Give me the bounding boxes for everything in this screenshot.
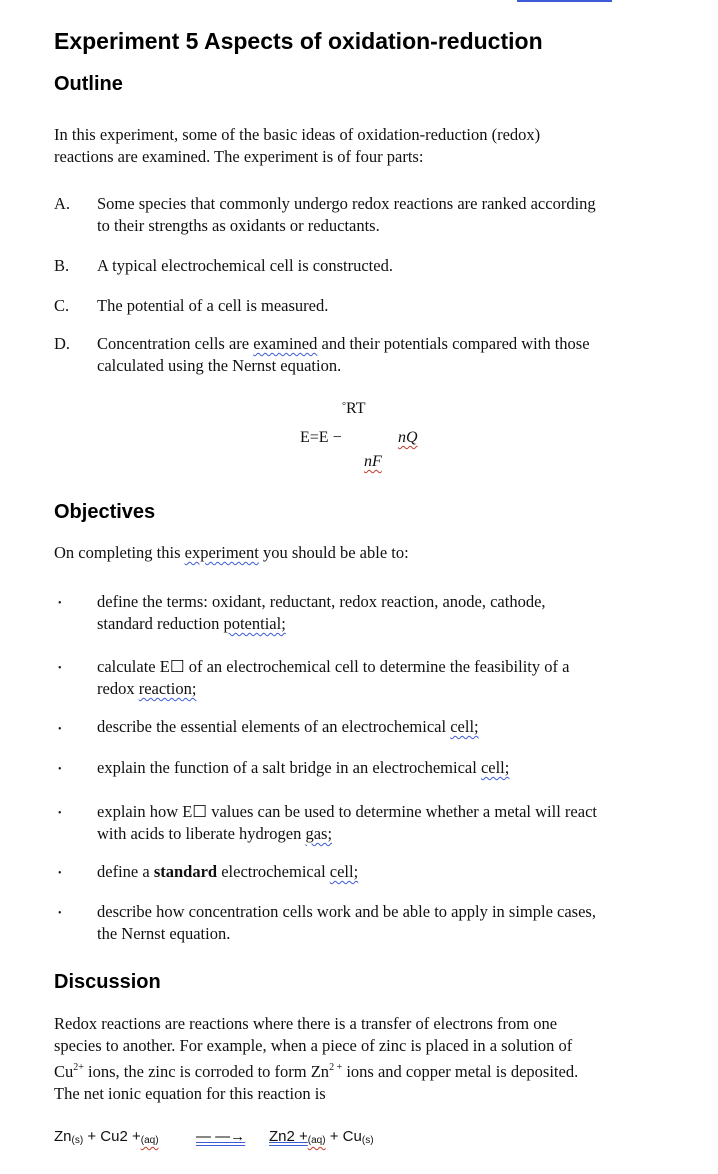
part-c-text: The potential of a cell is measured. (97, 296, 329, 315)
bullet-icon: • (58, 764, 62, 775)
spellcheck-word: examined (253, 334, 318, 353)
outline-intro-line2: reactions are examined. The experiment is of four parts: (54, 147, 424, 166)
equation-lhs: E=E − (300, 429, 342, 446)
part-a-line1: Some species that commonly undergo redox reactions are ranked according (97, 194, 596, 213)
objective-7 (97, 901, 596, 945)
part-a-letter: A. (54, 194, 71, 213)
outline-intro-line1: In this experiment, some of the basic ideas of oxidation-reduction (redox) (54, 125, 541, 144)
objective-2 (97, 656, 569, 700)
objective-1-line2: standard reduction potential; (97, 614, 286, 633)
bullet-icon: • (58, 724, 62, 735)
discussion-paragraph (54, 1013, 578, 1105)
part-b-text: A typical electrochemical cell is constructed. (97, 256, 393, 275)
part-d-line2: calculated using the Nernst equation. (97, 356, 342, 375)
outline-heading: Outline (54, 73, 123, 95)
part-d-line1: Concentration cells are examined and their potentials compared with those (97, 334, 590, 353)
objective-1-line1: define the terms: oxidant, reductant, redox reaction, anode, cathode, (97, 592, 546, 611)
objective-5-line1: explain how E☐ values can be used to determine whether a metal will react (97, 802, 597, 821)
reaction-right: $Zn2 +_{(aq)} + Cu_{(s)}$ (269, 1128, 374, 1146)
part-c-letter: C. (54, 296, 70, 315)
bullet-icon: • (58, 868, 62, 879)
part-d-letter: D. (54, 334, 71, 353)
outline-intro (54, 124, 540, 168)
equation-nq: nQ (398, 429, 418, 446)
discussion-line2: species to another. For example, when a piece of zinc is placed in a solution of (54, 1036, 573, 1055)
part-b-letter: B. (54, 256, 70, 275)
objectives-heading: Objectives (54, 501, 156, 523)
objectives-intro: On completing this experiment you should be able to: (54, 543, 409, 562)
objective-3: describe the essential elements of an electrochemical cell; (97, 717, 479, 736)
equation-nf: nF (364, 453, 382, 470)
objective-5 (97, 801, 597, 845)
page-title: Experiment 5 Aspects of oxidation-reduction (54, 28, 543, 54)
objective-7-line2: the Nernst equation. (97, 924, 231, 943)
discussion-line3: $Cu^{2+}$ ions, the zinc is corroded to form $Zn^{2 +}$ ions and copper metal is deposited. (54, 1062, 579, 1081)
objective-6: define a standard electrochemical cell; (97, 862, 359, 881)
part-d-text (97, 333, 590, 377)
discussion-heading: Discussion (54, 971, 161, 993)
discussion-line1: Redox reactions are reactions where there is a transfer of electrons from one (54, 1014, 558, 1033)
bullet-icon: • (58, 663, 62, 674)
spellcheck-word: experiment (184, 543, 259, 562)
objective-2-line2: redox reaction; (97, 679, 197, 698)
equation-rt: °RT (342, 400, 366, 417)
top-rule-fragment (517, 0, 612, 2)
objective-4: explain the function of a salt bridge in an electrochemical cell; (97, 758, 510, 777)
reaction-arrow: — —→ (196, 1128, 246, 1145)
part-a-line2: to their strengths as oxidants or reductants. (97, 216, 380, 235)
discussion-line4: The net ionic equation for this reaction is (54, 1084, 326, 1103)
objective-5-line2: with acids to liberate hydrogen gas; (97, 824, 333, 843)
reaction-left: $Zn_{(s)} + Cu2 +_{(aq)}$ (54, 1128, 159, 1146)
objective-1 (97, 591, 546, 635)
objective-7-line1: describe how concentration cells work and be able to apply in simple cases, (97, 902, 596, 921)
part-a-text (97, 193, 596, 237)
bullet-icon: • (58, 808, 62, 819)
objective-2-line1: calculate E☐ of an electrochemical cell to determine the feasibility of a (97, 657, 570, 676)
bullet-icon: • (58, 598, 62, 609)
bullet-icon: • (58, 908, 62, 919)
